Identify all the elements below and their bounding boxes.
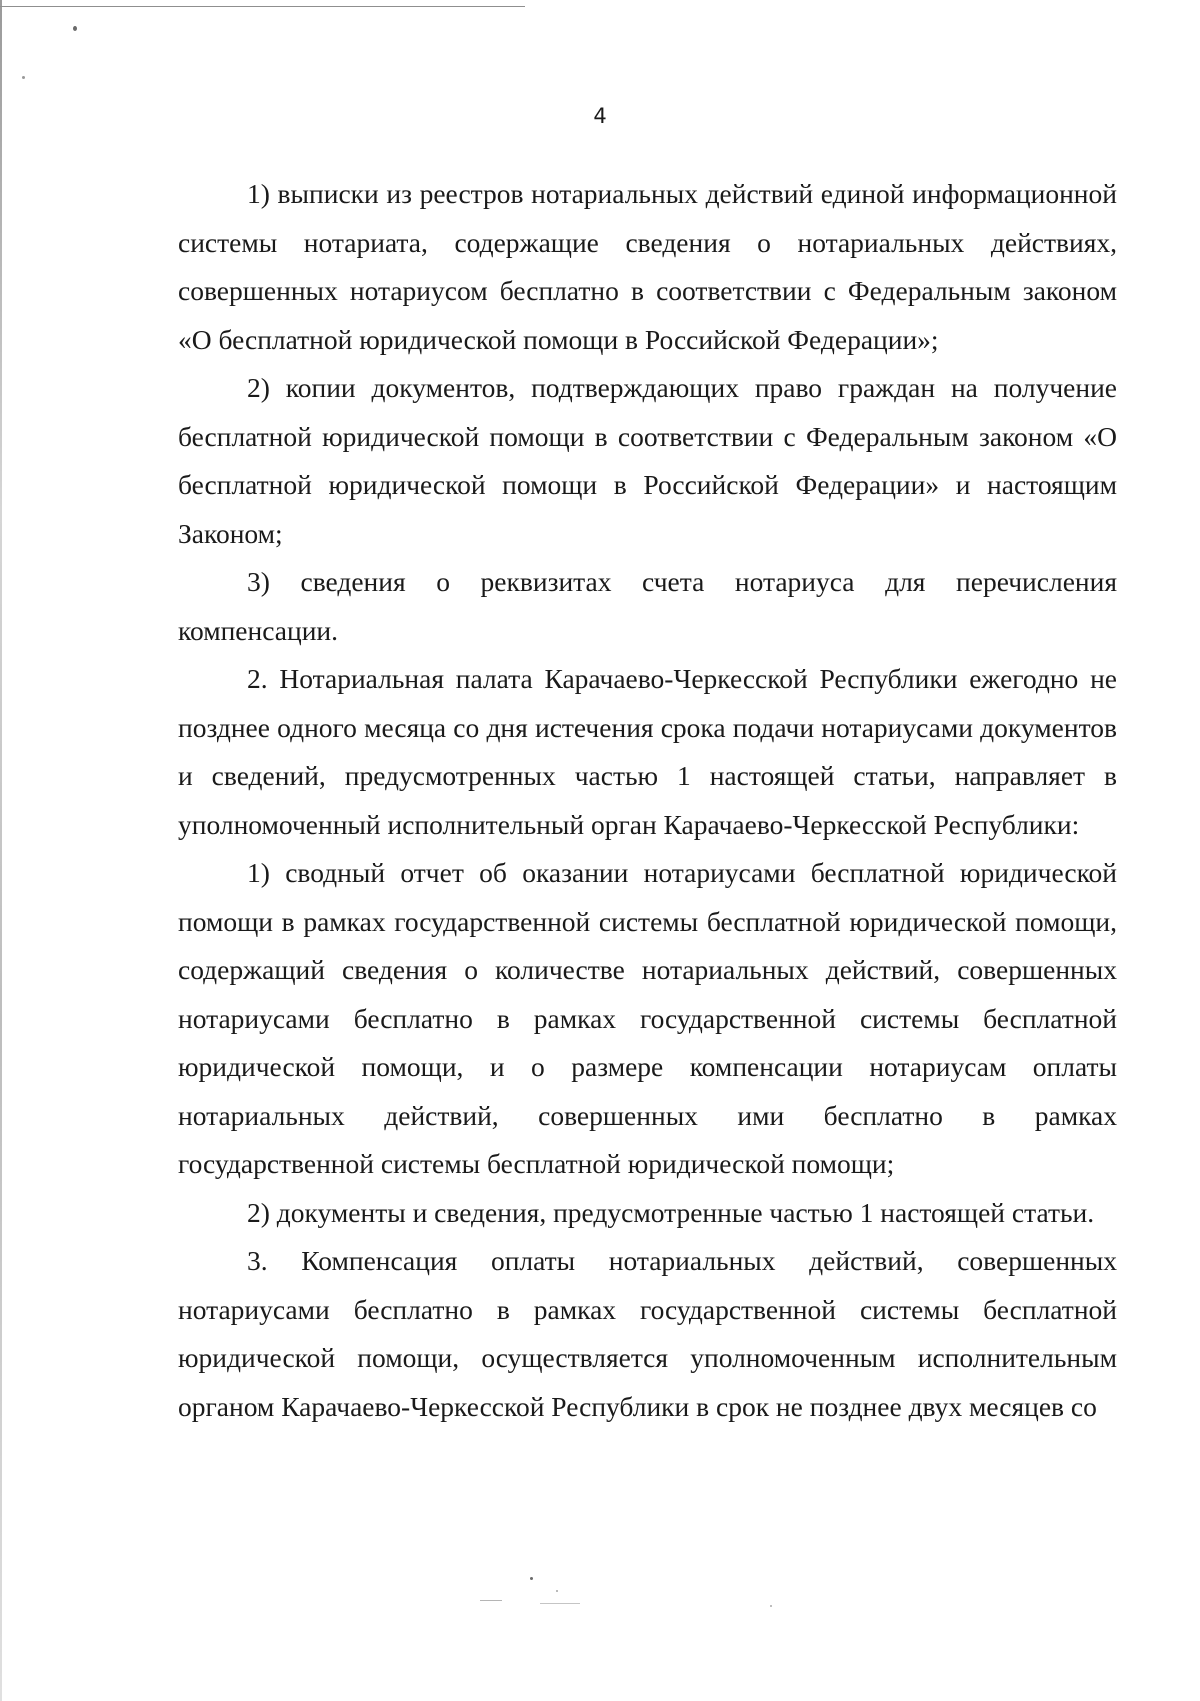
scan-speck [540, 1603, 580, 1604]
scan-top-line [0, 6, 525, 7]
scan-speck [530, 1577, 533, 1580]
page-number: 4 [593, 104, 607, 128]
paragraph: 3. Компенсация оплаты нотариальных действий, совершенных нотариусами бесплатно в рамках государственной системы бесплатной юридической помощи, осуществляется уполномоченным исполнительным органом Карачаево-Черкесской Республики в срок не позднее двух месяцев со [178, 1245, 1117, 1422]
paragraph: 2) копии документов, подтверждающих право граждан на получение бесплатной юридической помощи в соответствии с Федеральным законом «О бесплатной юридической помощи в Российской Федерации» и настоящим Законом; [178, 372, 1117, 549]
scan-speck [556, 1590, 558, 1592]
scan-speck [480, 1600, 502, 1601]
scan-speck [73, 26, 77, 31]
scan-left-edge [0, 0, 2, 1701]
scan-speck [770, 1605, 772, 1607]
paragraph: 3) сведения о реквизитах счета нотариуса для перечисления компенсации. [178, 566, 1117, 646]
scan-speck [22, 76, 25, 79]
paragraph: 2) документы и сведения, предусмотренные частью 1 настоящей статьи. [247, 1196, 1095, 1228]
paragraph: 2. Нотариальная палата Карачаево-Черкесской Республики ежегодно не позднее одного месяца со дня истечения срока подачи нотариусами документов и сведений, предусмотренных частью 1 настоящей статьи, направляет в уполномоченный исполнительный орган Карачаево-Черкесской Республики: [178, 663, 1117, 840]
document-body [178, 170, 1117, 1431]
paragraph: 1) сводный отчет об оказании нотариусами бесплатной юридической помощи в рамках государственной системы бесплатной юридической помощи, содержащий сведения о количестве нотариальных действий, совершенных нотариусами бесплатно в рамках государственной системы бесплатной юридической помощи, и о размере компенсации нотариусам оплаты нотариальных действий, совершенных ими бесплатно в рамках государственной системы бесплатной юридической помощи; [178, 857, 1117, 1179]
paragraph: 1) выписки из реестров нотариальных действий единой информационной системы нотариата, содержащие сведения о нотариальных действиях, совершенных нотариусом бесплатно в соответствии с Федеральным законом «О бесплатной юридической помощи в Российской Федерации»; [178, 178, 1117, 355]
